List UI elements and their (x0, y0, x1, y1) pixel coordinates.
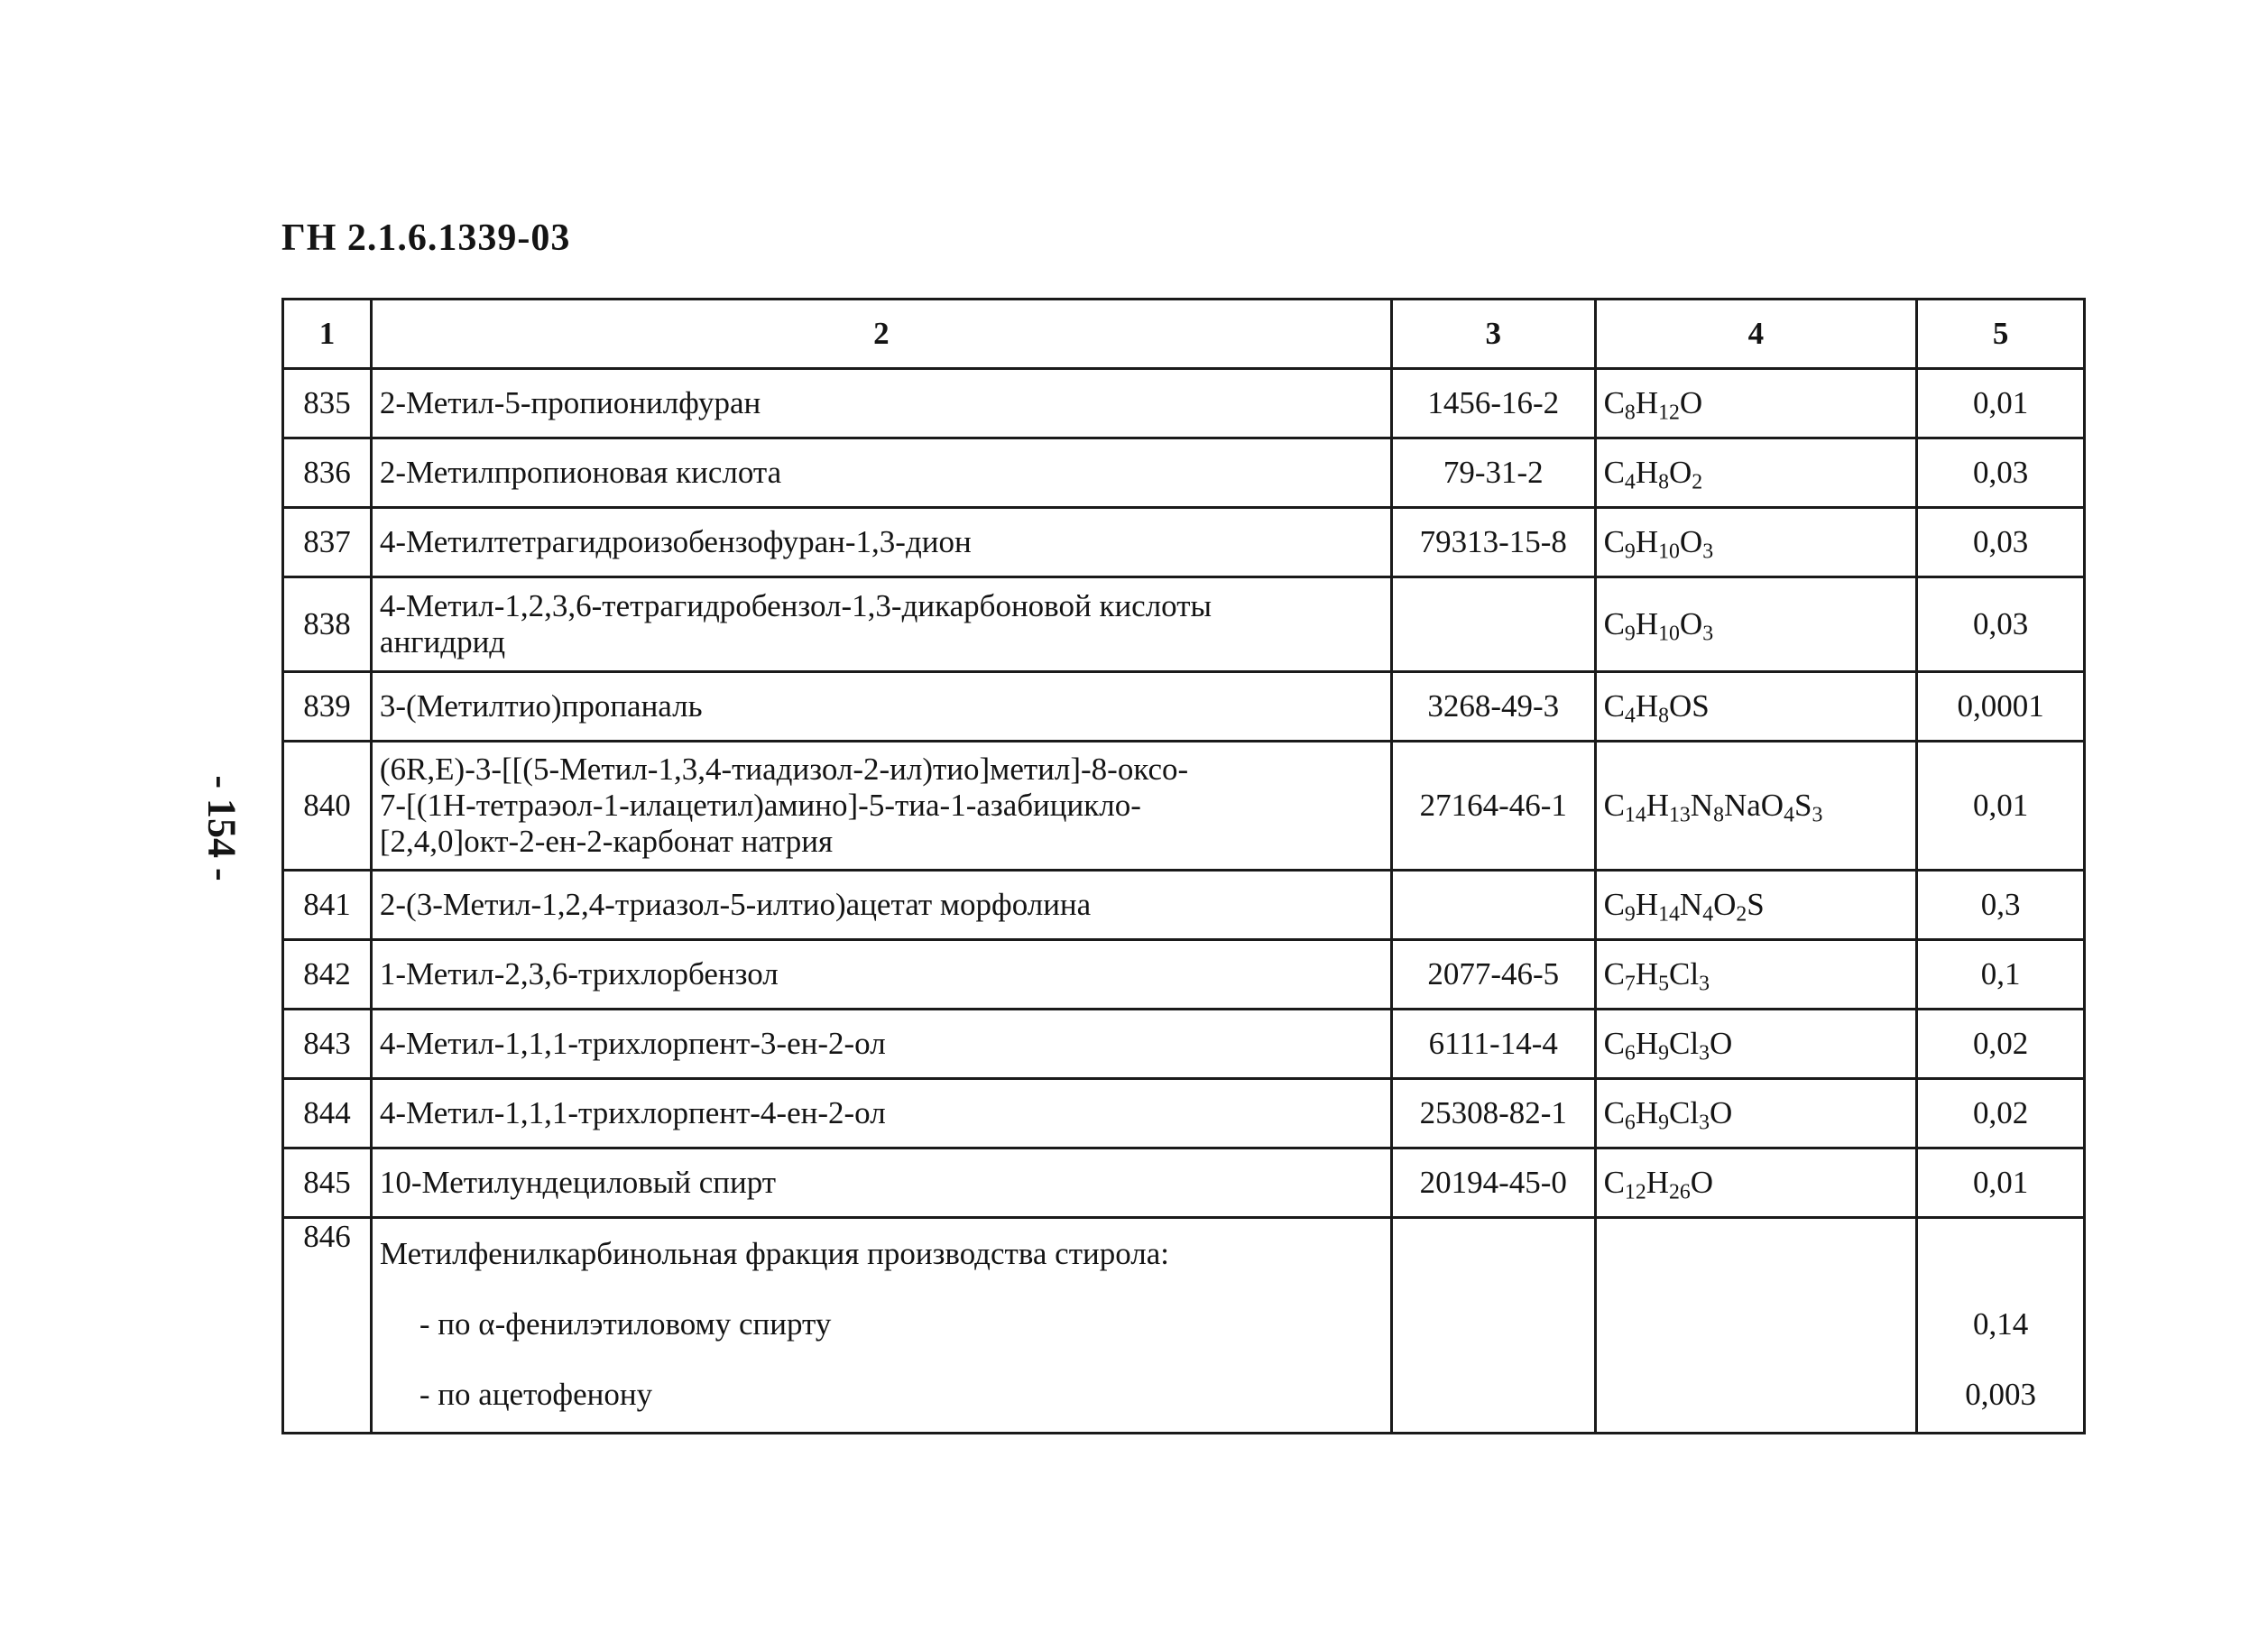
column-header: 1 (283, 300, 372, 369)
formula-subscript: 4 (1784, 803, 1794, 827)
substance-name-line: (6R,E)-3-[[(5-Метил-1,3,4-тиадизол-2-ил)тио]метил]-8-оксо- (379, 752, 1189, 787)
formula-subscript: 10 (1658, 540, 1680, 564)
formula-subscript: 3 (1702, 540, 1714, 564)
substance-name-line: 2-Метилпропионовая кислота (379, 455, 782, 490)
formula-element: C (1603, 385, 1625, 420)
formula-element: C (1603, 788, 1625, 823)
substance-name (371, 940, 1391, 1010)
substance-name (371, 672, 1391, 742)
formula-subscript: 8 (1624, 401, 1636, 425)
formula-element: H (1635, 1095, 1659, 1130)
formula-element: C (1603, 1026, 1625, 1061)
formula-element: N (1690, 788, 1714, 823)
formula-subscript: 9 (1658, 1111, 1670, 1135)
value-spacer (1925, 1219, 2076, 1289)
concentration-value: 0,0001 (1917, 672, 2085, 742)
concentration-value: 0,01 (1917, 369, 2085, 438)
table-row (283, 672, 2085, 742)
chemical-formula (1595, 1148, 1917, 1218)
formula-element: C (1603, 455, 1625, 490)
formula-element: OS (1669, 688, 1710, 724)
sub-item-label: - по ацетофенону (419, 1377, 653, 1412)
column-header: 4 (1595, 300, 1917, 369)
formula-element: Cl (1669, 1026, 1700, 1061)
formula-element: H (1646, 788, 1669, 823)
formula-subscript: 10 (1658, 622, 1680, 646)
formula-element: C (1603, 606, 1625, 641)
cas-number: 3268-49-3 (1391, 672, 1595, 742)
concentration-value: 0,1 (1917, 940, 2085, 1010)
substance-name-line: 10-Метилундециловый спирт (379, 1165, 777, 1200)
substance-name-line: 3-(Метилтио)пропаналь (379, 688, 703, 724)
table-row (283, 1148, 2085, 1218)
formula-subscript: 13 (1669, 803, 1691, 827)
formula-element: O (1710, 1095, 1733, 1130)
cas-number: 1456-16-2 (1391, 369, 1595, 438)
substance-name (371, 1218, 1391, 1434)
substance-name-line: [2,4,0]окт-2-ен-2-карбонат натрия (379, 824, 834, 859)
substance-name (371, 438, 1391, 508)
chemical-formula (1595, 438, 1917, 508)
substance-name (371, 1148, 1391, 1218)
substance-name-line: 4-Метил-1,1,1-трихлорпент-4-ен-2-ол (379, 1095, 886, 1130)
formula-element: NaO (1723, 788, 1784, 823)
column-header: 2 (371, 300, 1391, 369)
formula-subscript: 2 (1692, 470, 1703, 494)
substance-name-line: 1-Метил-2,3,6-трихлорбензол (379, 956, 779, 992)
chemical-formula (1595, 577, 1917, 672)
chemical-formula (1595, 1218, 1917, 1434)
chemical-formula (1595, 1010, 1917, 1079)
formula-subscript: 9 (1658, 1041, 1670, 1065)
sub-item-value: 0,003 (1965, 1377, 2036, 1412)
concentration-value: 0,01 (1917, 742, 2085, 871)
concentration-value: 0,01 (1917, 1148, 2085, 1218)
formula-element: O (1710, 1026, 1733, 1061)
formula-element: H (1635, 887, 1659, 922)
formula-element: O (1713, 887, 1737, 922)
row-number: 845 (283, 1148, 372, 1218)
column-header: 5 (1917, 300, 2085, 369)
formula-element: C (1603, 524, 1625, 559)
formula-element: H (1635, 956, 1659, 992)
formula-element: O (1690, 1165, 1714, 1200)
row-number: 840 (283, 742, 372, 871)
sub-item-value: 0,14 (1972, 1306, 2029, 1342)
formula-element: H (1635, 1026, 1659, 1061)
formula-subscript: 14 (1658, 902, 1680, 927)
chemical-formula (1595, 508, 1917, 577)
table-row (283, 1218, 2085, 1434)
formula-element: H (1646, 1165, 1669, 1200)
table-row (283, 742, 2085, 871)
formula-subscript: 12 (1658, 401, 1680, 425)
chemical-formula (1595, 672, 1917, 742)
formula-element: O (1669, 455, 1692, 490)
formula-subscript: 9 (1624, 902, 1636, 927)
substance-name-line: 4-Метил-1,2,3,6-тетрагидробензол-1,3-дикарбоновой кислоты (379, 588, 1212, 623)
formula-subscript: 4 (1624, 470, 1636, 494)
chemical-formula (1595, 369, 1917, 438)
cas-number: 27164-46-1 (1391, 742, 1595, 871)
cas-number: 2077-46-5 (1391, 940, 1595, 1010)
row-number: 839 (283, 672, 372, 742)
table-row (283, 577, 2085, 672)
formula-subscript: 3 (1699, 972, 1710, 996)
row-number: 841 (283, 871, 372, 940)
substance-name-line: 4-Метилтетрагидроизобензофуран-1,3-дион (379, 524, 972, 559)
substance-name-line: 2-(3-Метил-1,2,4-триазол-5-илтио)ацетат морфолина (379, 887, 1092, 922)
formula-subscript: 3 (1812, 803, 1823, 827)
chemical-formula (1595, 742, 1917, 871)
formula-element: S (1793, 788, 1812, 823)
substance-name (371, 871, 1391, 940)
table-row (283, 438, 2085, 508)
cas-number (1391, 871, 1595, 940)
substance-name-line: 4-Метил-1,1,1-трихлорпент-3-ен-2-ол (379, 1026, 886, 1061)
formula-subscript: 2 (1736, 902, 1747, 927)
formula-element: H (1635, 524, 1659, 559)
document-header: ГН 2.1.6.1339-03 (281, 217, 571, 259)
column-header: 3 (1391, 300, 1595, 369)
cas-number (1391, 577, 1595, 672)
table-row (283, 369, 2085, 438)
formula-element: C (1603, 1165, 1625, 1200)
formula-subscript: 26 (1669, 1180, 1691, 1204)
formula-subscript: 4 (1624, 704, 1636, 728)
table-row (283, 1010, 2085, 1079)
substance-name (371, 1010, 1391, 1079)
row-number: 837 (283, 508, 372, 577)
formula-subscript: 12 (1624, 1180, 1646, 1204)
formula-element: C (1603, 887, 1625, 922)
concentration-value: 0,03 (1917, 508, 2085, 577)
formula-subscript: 3 (1699, 1111, 1710, 1135)
formula-element: Cl (1669, 1095, 1700, 1130)
formula-subscript: 5 (1658, 972, 1670, 996)
substance-name (371, 742, 1391, 871)
cas-number: 20194-45-0 (1391, 1148, 1595, 1218)
concentration-value (1917, 1218, 2085, 1434)
cas-number: 79313-15-8 (1391, 508, 1595, 577)
row-number: 846 (283, 1218, 372, 1434)
cas-number: 6111-14-4 (1391, 1010, 1595, 1079)
table-row (283, 940, 2085, 1010)
cas-number (1391, 1218, 1595, 1434)
row-number: 838 (283, 577, 372, 672)
table-row (283, 1079, 2085, 1148)
substance-name (371, 577, 1391, 672)
row-number: 844 (283, 1079, 372, 1148)
substances-table (281, 298, 2086, 1434)
row-number: 835 (283, 369, 372, 438)
formula-subscript: 8 (1658, 470, 1670, 494)
substance-name-line: Метилфенилкарбинольная фракция производства стирола: (379, 1236, 1169, 1271)
formula-element: C (1603, 1095, 1625, 1130)
formula-subscript: 14 (1624, 803, 1646, 827)
formula-subscript: 8 (1658, 704, 1670, 728)
formula-element: C (1603, 688, 1625, 724)
row-number: 842 (283, 940, 372, 1010)
concentration-value: 0,02 (1917, 1079, 2085, 1148)
cas-number: 79-31-2 (1391, 438, 1595, 508)
concentration-value: 0,3 (1917, 871, 2085, 940)
table-body (283, 369, 2085, 1434)
formula-element: N (1679, 887, 1703, 922)
substance-name-line: ангидрид (379, 624, 506, 659)
formula-subscript: 9 (1624, 622, 1636, 646)
substance-name (371, 1079, 1391, 1148)
substance-name (371, 508, 1391, 577)
formula-subscript: 6 (1624, 1041, 1636, 1065)
formula-element: O (1679, 606, 1703, 641)
substance-name (371, 369, 1391, 438)
row-number: 843 (283, 1010, 372, 1079)
formula-element: C (1603, 956, 1625, 992)
formula-subscript: 9 (1624, 540, 1636, 564)
substance-name-line: 7-[(1H-тетраэол-1-илацетил)амино]-5-тиа-1-азабицикло- (379, 788, 1141, 823)
table-header-row (283, 300, 2085, 369)
formula-subscript: 6 (1624, 1111, 1636, 1135)
chemical-formula (1595, 1079, 1917, 1148)
cas-number: 25308-82-1 (1391, 1079, 1595, 1148)
formula-subscript: 3 (1702, 622, 1714, 646)
formula-element: H (1635, 385, 1659, 420)
formula-element: H (1635, 455, 1659, 490)
chemical-formula (1595, 871, 1917, 940)
formula-subscript: 3 (1699, 1041, 1710, 1065)
formula-element: O (1679, 524, 1703, 559)
chemical-formula (1595, 940, 1917, 1010)
concentration-value: 0,03 (1917, 438, 2085, 508)
row-number: 836 (283, 438, 372, 508)
formula-subscript: 4 (1702, 902, 1714, 927)
formula-element: H (1635, 606, 1659, 641)
formula-subscript: 8 (1713, 803, 1724, 827)
formula-element: O (1679, 385, 1703, 420)
table-row (283, 508, 2085, 577)
sub-item-label: - по α-фенилэтиловому спирту (419, 1306, 832, 1342)
formula-element: Cl (1669, 956, 1700, 992)
formula-element: S (1747, 887, 1765, 922)
concentration-value: 0,02 (1917, 1010, 2085, 1079)
concentration-value: 0,03 (1917, 577, 2085, 672)
substance-name-line: 2-Метил-5-пропионилфуран (379, 385, 761, 420)
table-row (283, 871, 2085, 940)
page-number: - 154 - (199, 775, 244, 881)
formula-element: H (1635, 688, 1659, 724)
formula-subscript: 7 (1624, 972, 1636, 996)
